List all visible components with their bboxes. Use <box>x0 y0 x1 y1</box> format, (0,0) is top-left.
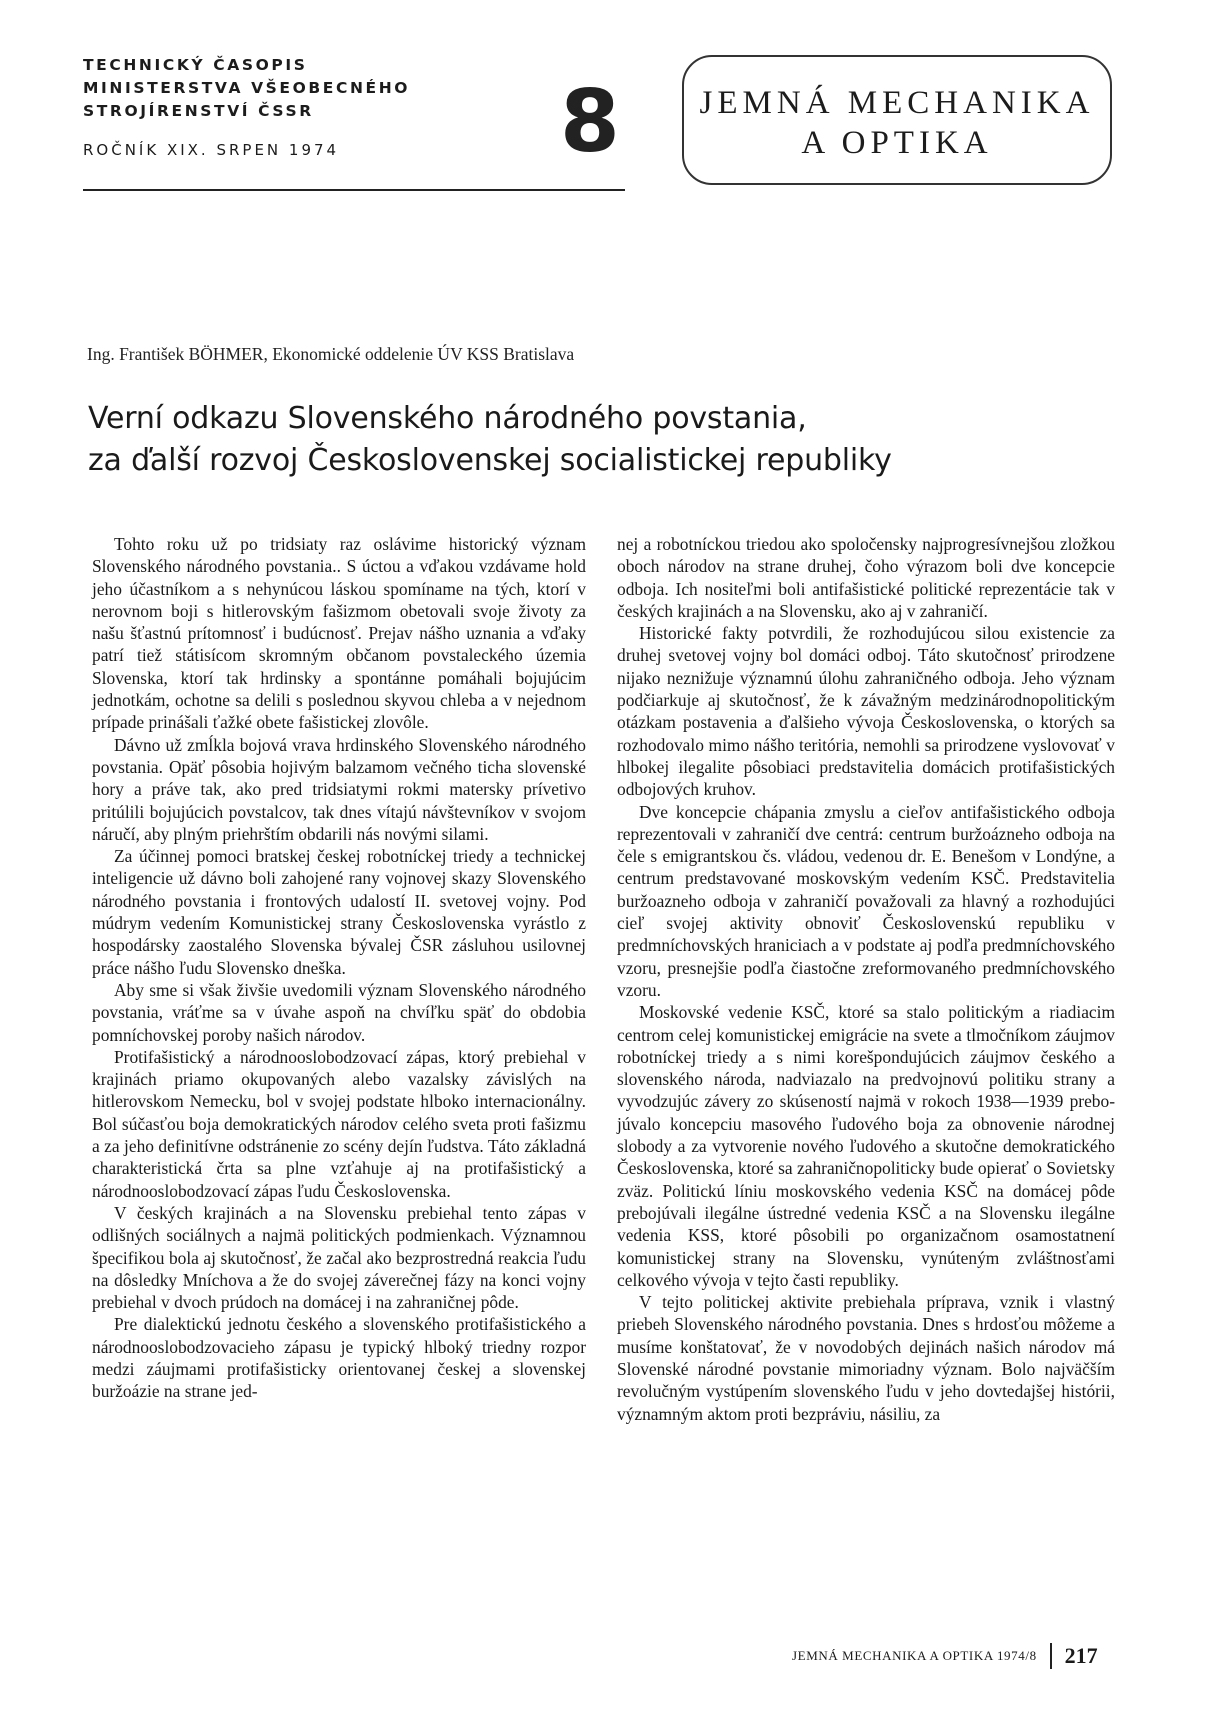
publisher-line: STROJÍRENSTVÍ ČSSR <box>83 102 314 120</box>
header-divider <box>83 189 625 191</box>
paragraph: Dve koncepcie chápania zmyslu a cieľov antifašistického odboja reprezentovali v zahraničí dve centrá: centrum buržoázneho odboja na čele s emigrantskou čs. vládou, vedenou dr. E. Benešom v Londýne, a centrum predstavované moskovským vedením KSČ. Predstavitelia buržoazneho odboja v zahraničí považovali za hlavný a rozhodujúci cieľ svojej aktivity obnoviť Československú republiku v predmníchovských hraniciach a v podstate aj podľa predmníchovského vzoru, presnejšie podľa čiastočne zreformovaného predmníchovského vzoru. <box>617 801 1115 1000</box>
body-column-right <box>617 533 1115 1425</box>
paragraph: Historické fakty potvrdili, že rozhodujúcou silou existencie za druhej svetovej vojny bol domáci odboj. Táto skutočnosť prirodzene nijako neznižuje významnú úlohu zahraničného odboja. Jeho význam podčiarkuje aj skutočnosť, že k závažným medzinárodnopolitickým otázkam postavenia a ďalšieho vývoja Československa, o ktorých sa rozhodovalo mimo nášho teritória, nemohli sa prirodzene vyslovovať v hlbokej ilegalite pôsobiaci predstavitelia domácich protifašistických odbojových kruhov. <box>617 623 1115 800</box>
body-column-left <box>92 533 586 1403</box>
paragraph: Dávno už zmĺkla bojová vrava hrdinského Slovenského národného povstania. Opäť pôsobia hojivým balzamom večného ticha slovenské hory a práve tak, ako pred tridsiatymi rokmi matersky prívetivo pritúlili bojujúcich povstalcov, tak dnes vítajú návštevníkov v svojom náručí, aby plným priehrštím obdarili nás novými silami. <box>92 734 586 844</box>
title-line2: za ďalší rozvoj Československej socialistickej republiky <box>88 443 892 478</box>
footer-separator <box>1050 1643 1052 1669</box>
paragraph: Pre dialektickú jednotu českého a slovenského protifašistického a národnooslobodzovacieho zápasu je typický hlboký triedny rozpor medzi záujmami protifašisticky orientovanej českej a slovenskej buržoázie na strane jed- <box>92 1314 586 1402</box>
author-byline: Ing. František BÖHMER, Ekonomické oddelenie ÚV KSS Bratislava <box>87 344 575 364</box>
article-title <box>88 398 1088 482</box>
publisher-block <box>83 54 410 162</box>
publisher-line: MINISTERSTVA VŠEOBECNÉHO <box>83 79 411 97</box>
paragraph: Aby sme si však živšie uvedomili význam Slovenského národného povstania, vráťme sa v úvahe aspoň na chvíľku späť do obdobia pomníchovskej poroby našich národov. <box>92 979 586 1045</box>
running-title: JEMNÁ MECHANIKA A OPTIKA 1974/8 <box>792 1648 1037 1663</box>
issue-number: 8 <box>560 72 620 172</box>
volume-date: ROČNÍK XIX. SRPEN 1974 <box>83 141 340 159</box>
paragraph: V tejto politickej aktivite prebiehala príprava, vznik i vlastný priebeh Slovenského národného povstania. Dnes s hrdosťou môžeme a musíme konštatovať, že v novodobých dejinách našich národov má Slovenské národné povstanie mimoriadny význam. Bolo najväčším revolučným vystúpením slovenského ľudu v jeho dovtedajšej histórii, významným aktom proti bezpráviu, násiliu, za <box>617 1292 1115 1424</box>
paragraph: V českých krajinách a na Slovensku prebiehal tento zápas v odlišných sociálnych a najmä politických podmienkach. Významnou špecifikou bola aj skutočnosť, že začal ako bezprostredná reakcia ľudu na dôsledky Mníchova a že do svojej záverečnej fázy na konci vojny prebiehal v dvoch prúdoch na domácej i na zahraničnej pôde. <box>92 1202 586 1313</box>
paragraph: Za účinnej pomoci bratskej českej robotníckej triedy a technickej inteligencie už dávno boli zahojené rany vojnovej skazy Slovenského národného povstania i frontových udalostí II. svetovej vojny. Pod múdrym vedením Komunistickej strany Československa vyrástlo z hospodársky zaostalého Slovenska bývalej ČSR zásluhou usilovnej práce nášho ľudu Slovensko dneška. <box>92 846 586 978</box>
paragraph: Tohto roku už po tridsiaty raz oslávime historický význam Slovenského národného povstania.. S úctou a vďakou vzdávame hold jeho účastníkom a s nehynúcou láskou spomíname na tých, ktorí v nerovnom boji s hitlerovským fašizmom obetovali svoje životy za našu šťastnú prítomnosť i budúcnosť. Prejav nášho uznania a vďaky patrí tiež státisícom skromným občanom povstaleckého územia Slovenska, ktorí tak hrdinsky a spontánne pomáhali bojujúcim jednotkám, ochotne sa delili s poslednou skyvou chleba a v nejednom prípade prinášali ťažké obete fašistickej zlovôle. <box>92 534 586 733</box>
page-number: 217 <box>1064 1643 1098 1668</box>
paragraph-continued: nej a robotníckou triedou ako spoločensky najprogresívnejšou zložkou oboch národov na strane druhej, čoho výrazom boli dve koncepcie odboja. Ich nositeľmi boli antifašistické politické reprezentácie tak v českých krajinách a na Slovensku, ako aj v zahraničí. <box>617 534 1115 621</box>
page-footer <box>792 1643 1098 1669</box>
journal-title-line1: JEMNÁ MECHANIKA <box>699 85 1095 121</box>
journal-title-box <box>682 55 1112 185</box>
title-line1: Verní odkazu Slovenského národného povstania, <box>88 401 807 436</box>
paragraph: Protifašistický a národnooslobodzovací zápas, ktorý prebiehal v krajinách priamo okupovaných alebo vazalsky závislých na hitlerovskom Nemecku, bol v svojej podstate hlboko internacionálny. Bol súčasťou boja demokratických národov celého sveta proti fašizmu a za jeho definitívne odstránenie zo scény dejín ľudstva. Táto základná charakteristická črta sa plne vzťahuje aj na protifašistický a národnooslobodzovací zápas ľudu Československa. <box>92 1046 586 1201</box>
journal-title-line2: A OPTIKA <box>801 125 993 161</box>
paragraph: Moskovské vedenie KSČ, ktoré sa stalo politickým a riadiacim centrom celej komunistickej emigrácie na svete a tlmočníkom záujmov robotníckej triedy a s nimi korešpondujúcich záujmov českého a slovenského národa, nadviazalo na predvojnovú politiku strany a vyvodzujúc závery zo skúseností najmä v rokoch 1938—1939 prebojúvalo koncepciu masového ľudového boja za obnovenie národnej slobody a za vytvorenie nového ľudového a skutočne demokratického Československa, ktoré sa zahraničnopoliticky bude opierať o Sovietsky zväz. Politickú líniu moskovského vedenia KSČ na domácej pôde prebojúvali ilegálne ústredné vedenia KSČ a na Slovensku ilegálne vedenia KSS, ktoré pôsobili po organizačnom osamostatnení komunistickej strany na Slovensku, vynúteným zvláštnosťami celkového vývoja v tejto časti republiky. <box>617 1002 1115 1290</box>
publisher-line: TECHNICKÝ ČASOPIS <box>83 56 308 74</box>
